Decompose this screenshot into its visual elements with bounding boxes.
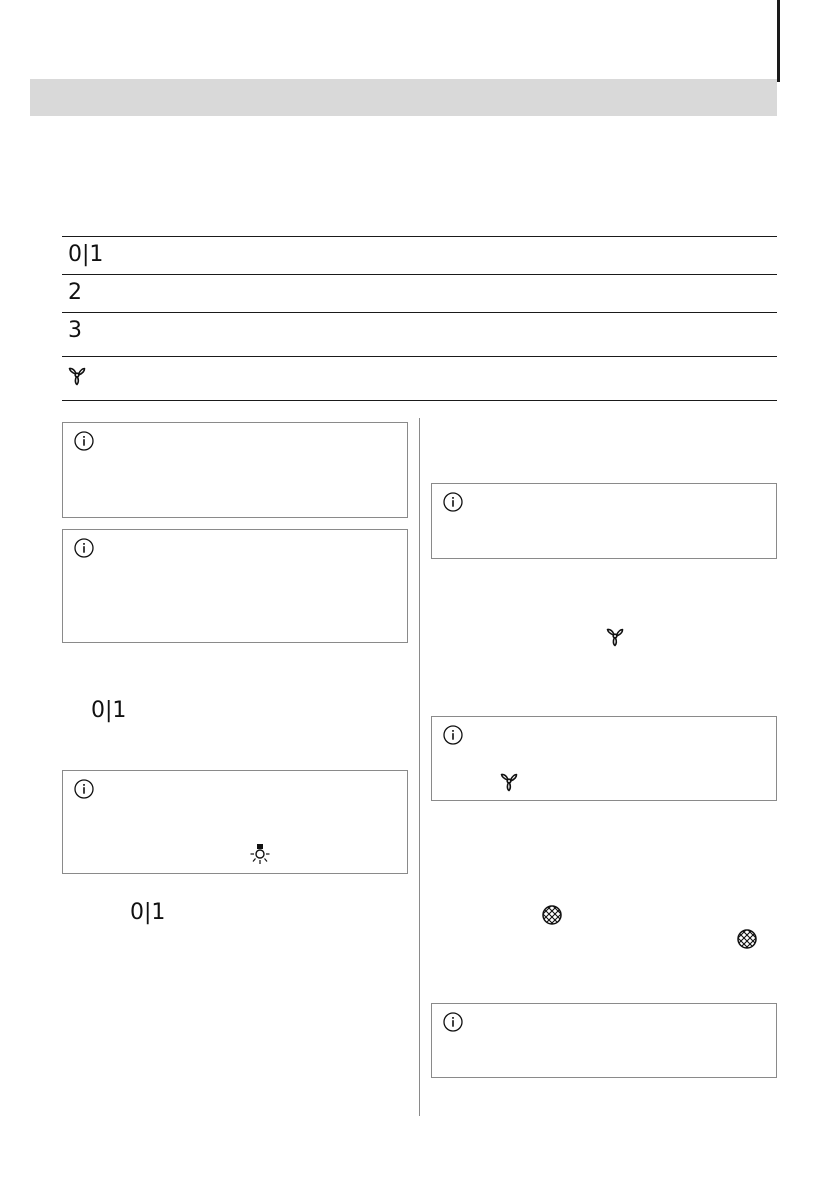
info-icon — [443, 492, 463, 512]
table-row — [62, 356, 777, 401]
fan-icon — [498, 771, 520, 797]
info-note — [431, 716, 777, 801]
table-row — [62, 236, 777, 274]
speed-2-symbol: 2 — [68, 280, 82, 305]
info-icon — [443, 1012, 463, 1032]
info-icon — [443, 725, 463, 745]
page-edge-marker — [777, 0, 780, 82]
fan-icon — [604, 626, 626, 652]
info-icon — [74, 779, 94, 799]
function-table — [62, 236, 777, 401]
fan-icon — [66, 365, 88, 392]
table-row — [62, 274, 777, 312]
column-divider — [419, 418, 420, 1116]
table-row — [62, 312, 777, 356]
info-note — [62, 529, 408, 643]
info-note — [62, 422, 408, 518]
filter-icon — [541, 904, 563, 930]
info-note — [62, 770, 408, 874]
info-note — [431, 483, 777, 559]
info-note — [431, 1003, 777, 1078]
info-icon — [74, 431, 94, 451]
power-symbol: 0|1 — [91, 698, 127, 723]
filter-icon — [736, 928, 758, 954]
speed-3-symbol: 3 — [68, 318, 82, 343]
info-icon — [74, 538, 94, 558]
section-header-bar — [30, 79, 777, 116]
light-icon — [249, 843, 271, 871]
power-symbol: 0|1 — [130, 900, 166, 925]
power-symbol: 0|1 — [68, 242, 104, 267]
